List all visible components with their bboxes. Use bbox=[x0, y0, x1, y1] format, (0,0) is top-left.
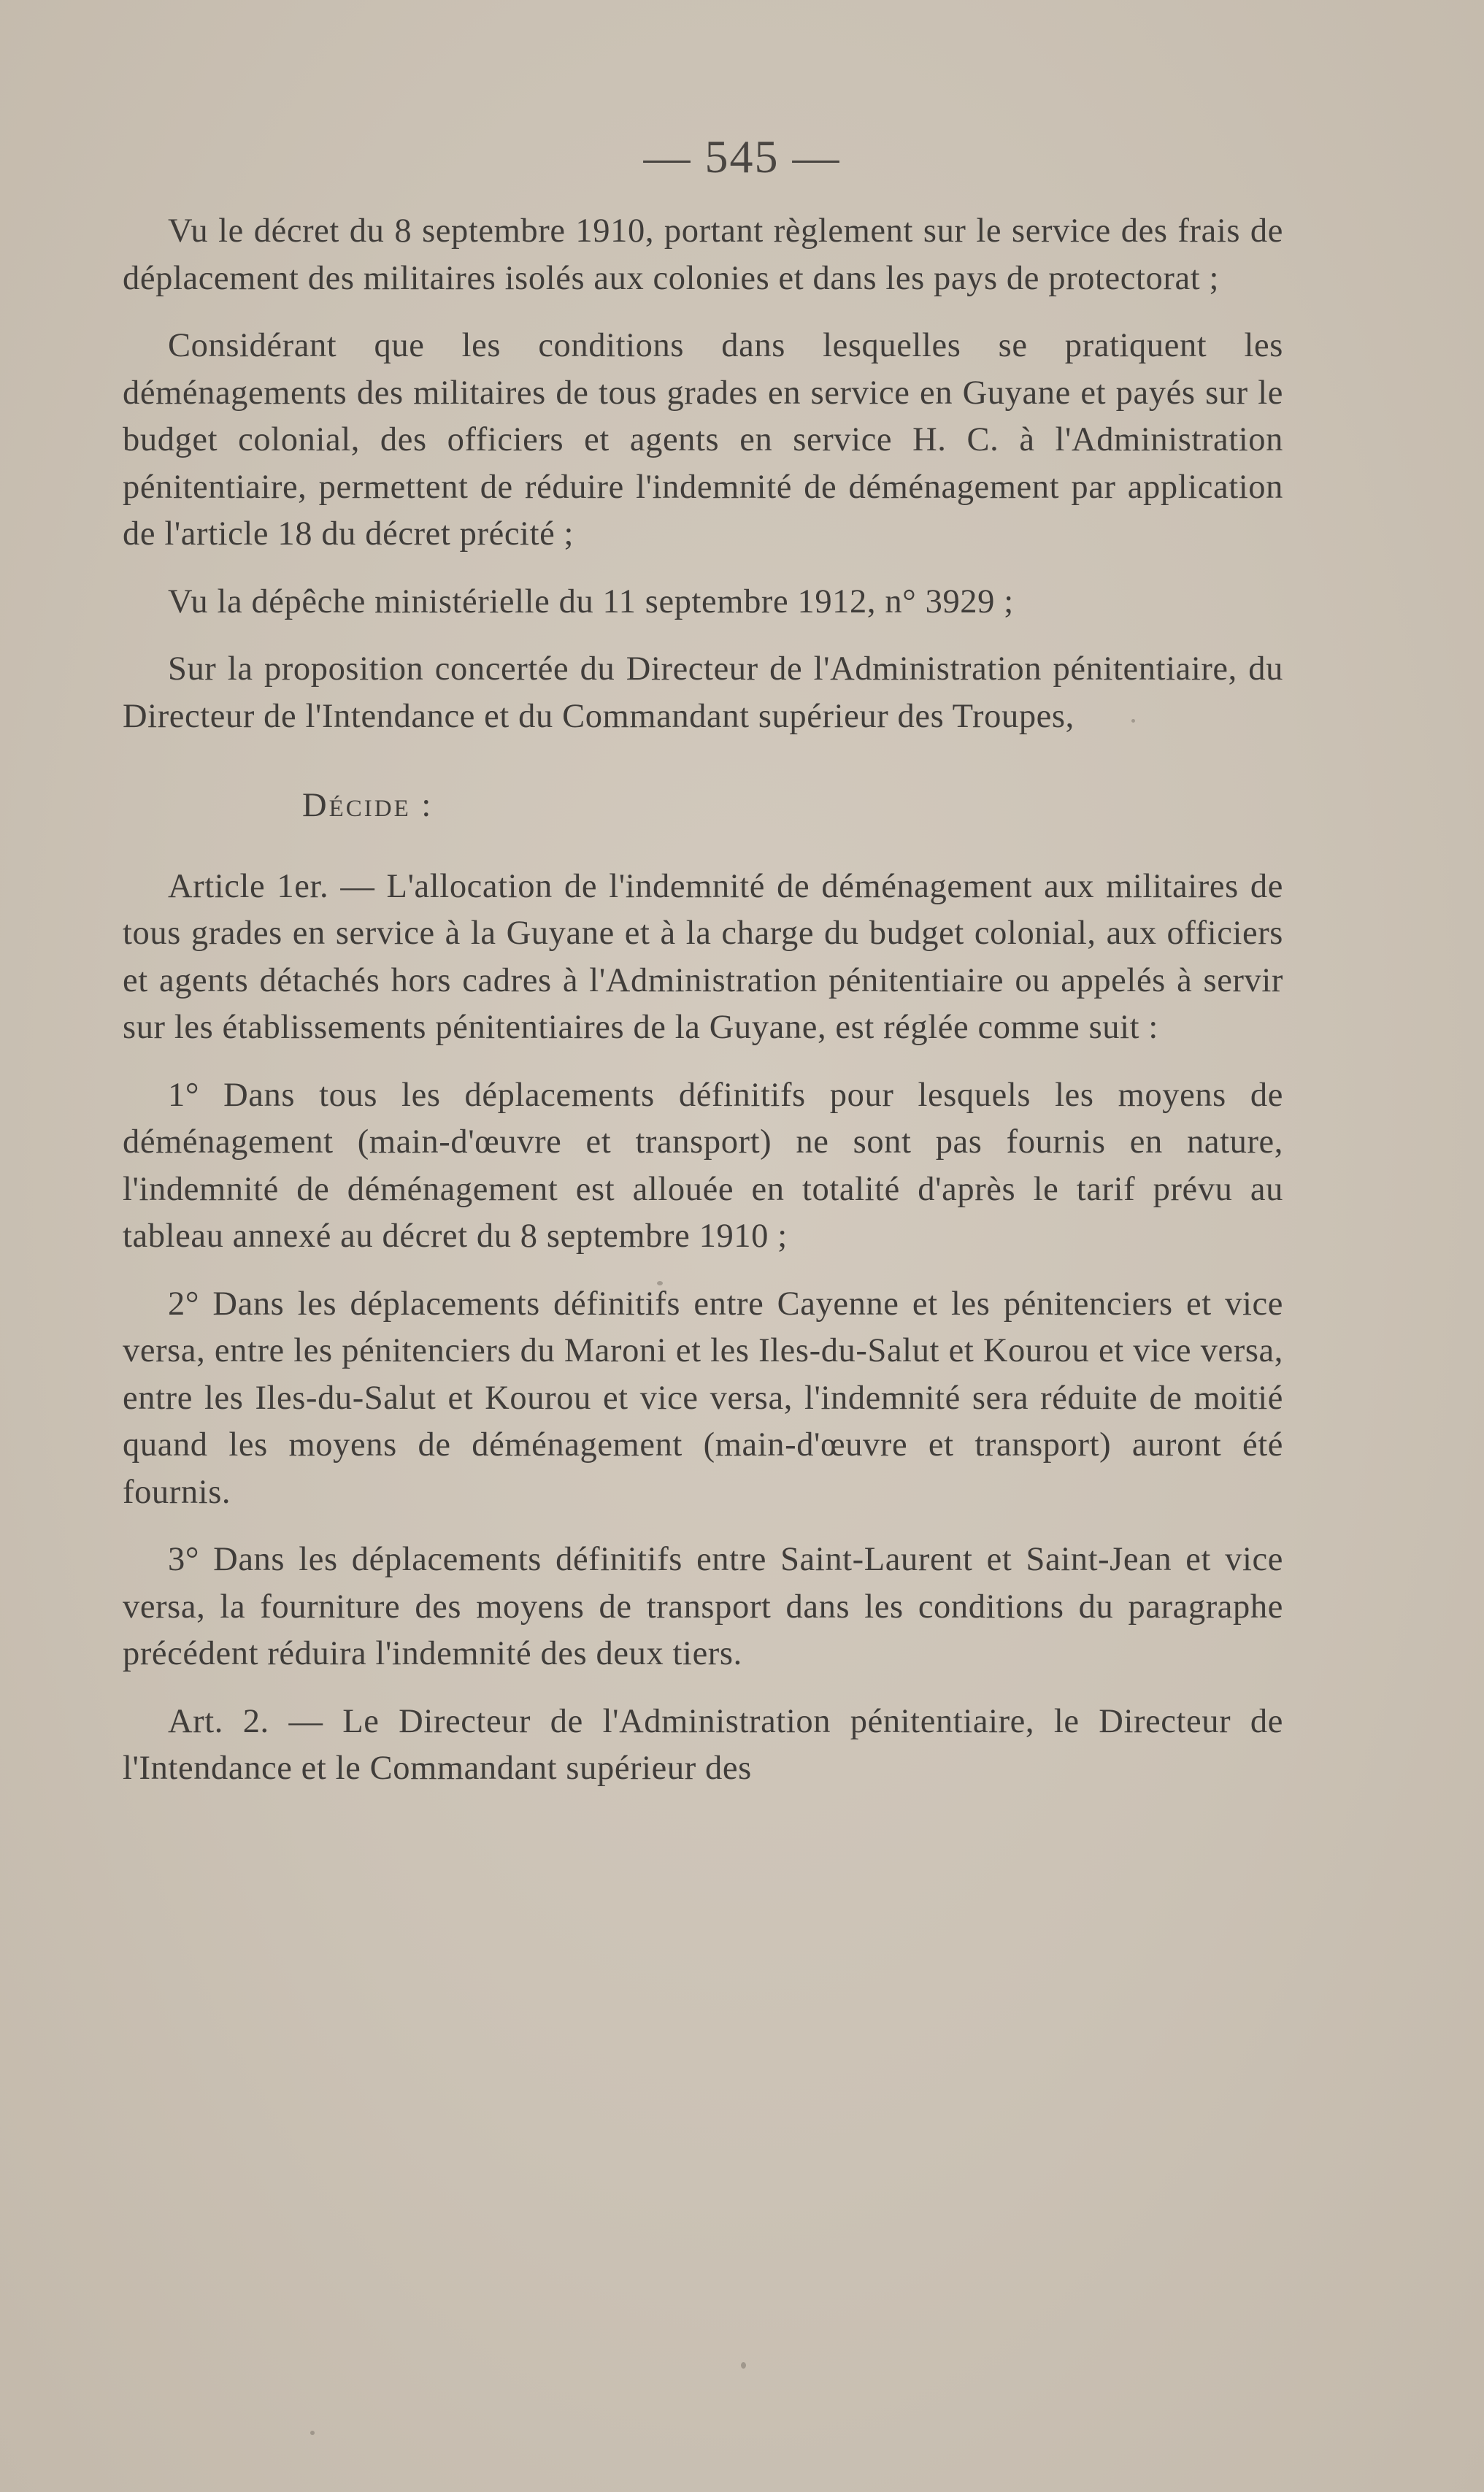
paragraph-proposition: Sur la proposition concertée du Directeur de l'Administration pénitentiaire, du Directeur de l'Intendance et du Commandant supérieur des Troupes, bbox=[123, 650, 1283, 735]
article-1-clause-2: 2° Dans les déplacements définitifs entre Cayenne et les pénitenciers et vice versa, entre les pénitenciers du Maroni et les Iles-du-Salut et Kourou et vice versa, entre les Iles-du-Salut et Kourou et vice versa, l'indemnité sera réduite de moitié quand les moyens de déménagement (main-d'œuvre et transport) auront été fournis. bbox=[123, 1285, 1283, 1511]
paragraph-vu-decret: Vu le décret du 8 septembre 1910, portant règlement sur le service des frais de déplacement des militaires isolés aux colonies et dans les pays de protectorat ; bbox=[123, 212, 1283, 297]
paragraph-considerant: Considérant que les conditions dans lesquelles se pratiquent les déménagements des militaires de tous grades en service en Guyane et payés sur le budget colonial, des officiers et agents en service H. C. à l'Administration pénitentiaire, permettent de réduire l'indemnité de déménagement par application de l'article 18 du décret précité ; bbox=[123, 327, 1283, 553]
article-2: Art. 2. — Le Directeur de l'Administration pénitentiaire, le Directeur de l'Intendance et le Commandant supérieur des bbox=[123, 1702, 1283, 1787]
paragraph-vu-depeche: Vu la dépêche ministérielle du 11 septembre 1912, n° 3929 ; bbox=[168, 582, 1014, 620]
decide-heading: Décide : bbox=[302, 787, 434, 824]
article-1-clause-3: 3° Dans les déplacements définitifs entre Saint-Laurent et Saint-Jean et vice versa, la fourniture des moyens de transport dans les conditions du paragraphe précédent réduira l'indemnité des deux tiers. bbox=[123, 1541, 1283, 1672]
paper-speck bbox=[657, 1281, 663, 1285]
page-number: — 545 — bbox=[643, 131, 841, 182]
paper-speck bbox=[741, 2362, 746, 2369]
article-1-clause-1: 1° Dans tous les déplacements définitifs pour lesquels les moyens de déménagement (main-d'œuvre et transport) ne sont pas fournis en nature, l'indemnité de déménagement est allouée en totalité d'après le tarif prévu au tableau annexé au décret du 8 septembre 1910 ; bbox=[123, 1076, 1283, 1255]
paper-speck bbox=[310, 2431, 315, 2435]
article-1: Article 1er. — L'allocation de l'indemnité de déménagement aux militaires de tous grades en service à la Guyane et à la charge du budget colonial, aux officiers et agents détachés hors cadres à l'Administration pénitentiaire ou appelés à servir sur les établissements pénitentiaires de la Guyane, est réglée comme suit : bbox=[123, 867, 1283, 1046]
paper-speck bbox=[1131, 719, 1135, 723]
decree-text bbox=[123, 208, 1283, 1812]
